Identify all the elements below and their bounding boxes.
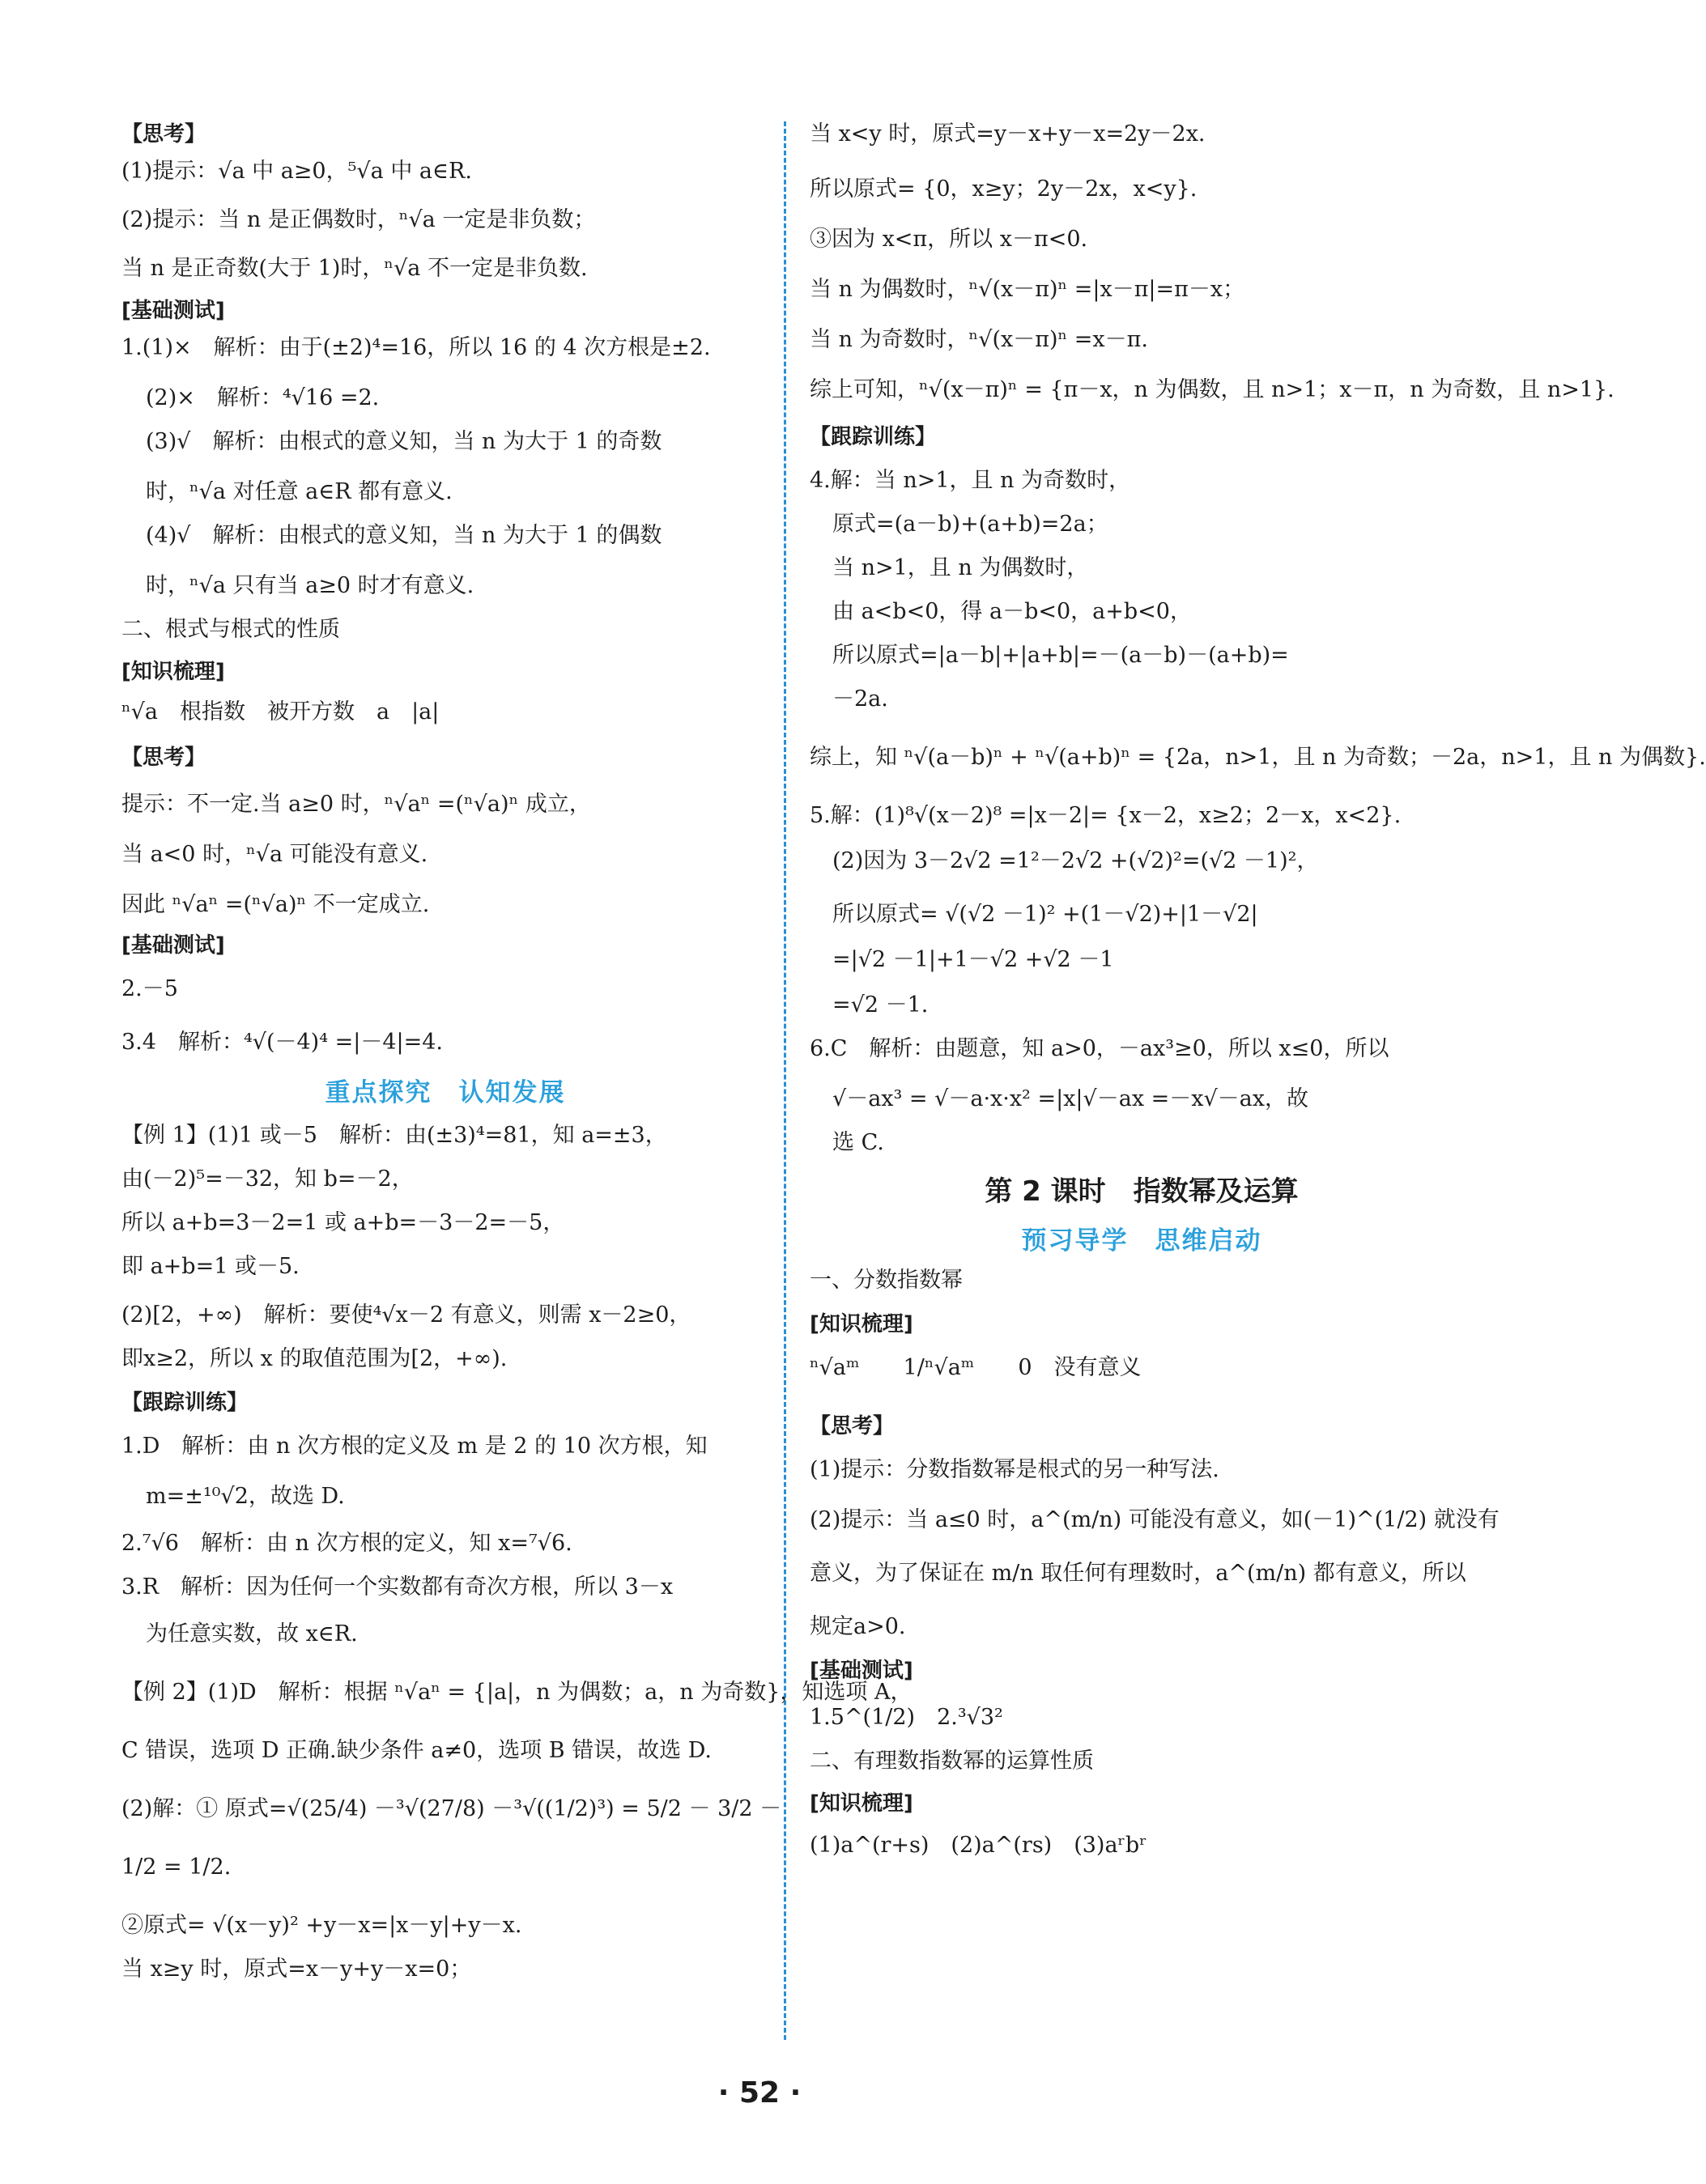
text-line: (2)[2，+∞) 解析：要使⁴√x－2 有意义，则需 x－2≥0， [121, 1302, 691, 1328]
text-line: (2)× 解析：⁴√16 =2. [146, 385, 380, 410]
text-line: 综上，知 ⁿ√(a－b)ⁿ + ⁿ√(a+b)ⁿ = {2a，n>1，且 n 为奇数；－2a，n>1，且 n 为偶数}. [810, 745, 1706, 770]
text-line: 1.5^(1/2) 2.³√3² [810, 1705, 1003, 1730]
text-line: (2)提示：当 a≤0 时，a^(m/n) 可能没有意义，如(－1)^(1/2) 就没有 [810, 1507, 1500, 1532]
section-tag: 【思考】 [121, 746, 206, 770]
text-line: 规定a>0. [810, 1614, 906, 1639]
text-line: 即x≥2，所以 x 的取值范围为[2，+∞). [121, 1346, 508, 1371]
text-line: 所以原式= √(√2 －1)² +(1－√2)+|1－√2| [832, 902, 1258, 927]
page-number: · 52 · [717, 2076, 802, 2110]
section-tag: [知识梳理] [810, 1791, 913, 1816]
section-tag: [基础测试] [121, 933, 225, 958]
text-line: C 错误，选项 D 正确.缺少条件 a≠0，选项 B 错误，故选 D. [121, 1738, 712, 1763]
text-line: 时，ⁿ√a 对任意 a∈R 都有意义. [146, 479, 453, 504]
text-line: 2.⁷√6 解析：由 n 次方根的定义，知 x=⁷√6. [121, 1531, 572, 1556]
text-line: 二、根式与根式的性质 [121, 617, 340, 642]
text-line: (2)因为 3－2√2 =1²－2√2 +(√2)²=(√2 －1)²， [832, 848, 1319, 873]
right-column [810, 121, 1706, 1859]
text-line: 选 C. [832, 1130, 884, 1155]
text-line: 即 a+b=1 或－5. [121, 1254, 300, 1279]
text-line: 所以原式= {0，x≥y；2y－2x，x<y}. [810, 176, 1198, 202]
text-line: 当 n 为奇数时，ⁿ√(x－π)ⁿ =x－π. [810, 327, 1148, 352]
text-line: 2.－5 [121, 976, 178, 1001]
text-line: 当 x≥y 时，原式=x－y+y－x=0； [121, 1957, 472, 1982]
text-line: ③因为 x<π，所以 x－π<0. [810, 227, 1088, 252]
text-line: －2a. [832, 686, 888, 712]
text-line: m=±¹⁰√2，故选 D. [146, 1484, 345, 1509]
text-line: 1.(1)× 解析：由于(±2)⁴=16，所以 16 的 4 次方根是±2. [121, 335, 711, 360]
text-line: (1)提示：分数指数幂是根式的另一种写法. [810, 1457, 1219, 1482]
text-line: 综上可知，ⁿ√(x－π)ⁿ = {π－x，n 为偶数，且 n>1；x－π，n 为奇数，且 n>1}. [810, 377, 1615, 402]
text-line: 1.D 解析：由 n 次方根的定义及 m 是 2 的 10 次方根，知 [121, 1434, 708, 1459]
text-line: 【例 2】(1)D 解析：根据 ⁿ√aⁿ = {|a|，n 为偶数；a，n 为奇数}，知选项 A， [121, 1680, 913, 1705]
text-line: 提示：不一定.当 a≥0 时，ⁿ√aⁿ =(ⁿ√a)ⁿ 成立， [121, 792, 591, 817]
text-line: 所以原式=|a－b|+|a+b|=－(a－b)－(a+b)= [832, 643, 1289, 668]
text-line: 3.4 解析：⁴√(－4)⁴ =|－4|=4. [121, 1030, 443, 1055]
text-line: 当 x<y 时，原式=y－x+y－x=2y－2x. [810, 121, 1206, 147]
text-line: (1)a^(r+s) (2)a^(rs) (3)aʳbʳ [810, 1833, 1147, 1858]
section-tag: 【思考】 [121, 122, 206, 147]
text-line: 3.R 解析：因为任何一个实数都有奇次方根，所以 3－x [121, 1574, 674, 1600]
column-divider [784, 121, 786, 2040]
section-tag: 【思考】 [810, 1414, 895, 1438]
text-line: =√2 －1. [832, 992, 929, 1018]
text-line: 由(－2)⁵=－32，知 b=－2， [121, 1166, 414, 1192]
text-line: 当 a<0 时，ⁿ√a 可能没有意义. [121, 842, 428, 867]
section-heading: 预习导学 思维启动 [1021, 1226, 1262, 1256]
text-line: 当 n>1，且 n 为偶数时， [832, 555, 1089, 580]
text-line: (3)√ 解析：由根式的意义知，当 n 为大于 1 的奇数 [146, 429, 662, 454]
text-line: 当 n 是正奇数(大于 1)时，ⁿ√a 不一定是非负数. [121, 256, 588, 281]
text-line: =|√2 －1|+1－√2 +√2 －1 [832, 947, 1114, 972]
text-line: 所以 a+b=3－2=1 或 a+b=－3－2=－5， [121, 1210, 565, 1235]
section-tag: [基础测试] [810, 1659, 913, 1683]
section-tag: [知识梳理] [121, 660, 225, 684]
text-line: (2)提示：当 n 是正偶数时，ⁿ√a 一定是非负数； [121, 207, 596, 232]
text-line: 因此 ⁿ√aⁿ =(ⁿ√a)ⁿ 不一定成立. [121, 892, 430, 917]
section-tag: 【跟踪训练】 [121, 1391, 249, 1415]
section-tag: [知识梳理] [810, 1312, 913, 1336]
text-line: 由 a<b<0，得 a－b<0，a+b<0， [832, 599, 1192, 624]
text-line: 意义，为了保证在 m/n 取任何有理数时，a^(m/n) 都有意义，所以 [810, 1561, 1466, 1586]
text-line: √－ax³ = √－a·x·x² =|x|√－ax =－x√－ax，故 [832, 1086, 1309, 1111]
section-heading: 重点探究 认知发展 [325, 1078, 566, 1107]
text-line: 一、分数指数幂 [810, 1268, 963, 1293]
text-line: 1/2 = 1/2. [121, 1855, 232, 1880]
text-line: ②原式= √(x－y)² +y－x=|x－y|+y－x. [121, 1913, 522, 1938]
text-line: ⁿ√aᵐ 1/ⁿ√aᵐ 0 没有意义 [810, 1355, 1142, 1380]
text-line: 【例 1】(1)1 或－5 解析：由(±3)⁴=81，知 a=±3， [121, 1123, 667, 1148]
text-line: (1)提示：√a 中 a≥0，⁵√a 中 a∈R. [121, 159, 472, 184]
lesson-title: 第 2 课时 指数幂及运算 [985, 1175, 1299, 1208]
text-line: 5.解：(1)⁸√(x－2)⁸ =|x－2|= {x－2，x≥2；2－x，x<2}. [810, 803, 1402, 828]
section-tag: [基础测试] [121, 299, 225, 323]
section-tag: 【跟踪训练】 [810, 425, 937, 449]
text-line: 当 n 为偶数时，ⁿ√(x－π)ⁿ =|x－π|=π－x； [810, 277, 1245, 302]
text-line: ⁿ√a 根指数 被开方数 a |a| [121, 699, 440, 724]
text-line: 原式=(a－b)+(a+b)=2a； [832, 512, 1108, 537]
text-line: 为任意实数，故 x∈R. [146, 1621, 358, 1646]
text-line: 6.C 解析：由题意，知 a>0，－ax³≥0，所以 x≤0，所以 [810, 1036, 1389, 1061]
text-line: (2)解：① 原式=√(25/4) －³√(27/8) －³√((1/2)³) = 5/2 － 3/2 － [121, 1796, 782, 1821]
text-line: (4)√ 解析：由根式的意义知，当 n 为大于 1 的偶数 [146, 523, 662, 548]
text-line: 二、有理数指数幂的运算性质 [810, 1748, 1094, 1774]
text-line: 4.解：当 n>1，且 n 为奇数时， [810, 468, 1131, 493]
text-line: 时，ⁿ√a 只有当 a≥0 时才有意义. [146, 573, 474, 598]
